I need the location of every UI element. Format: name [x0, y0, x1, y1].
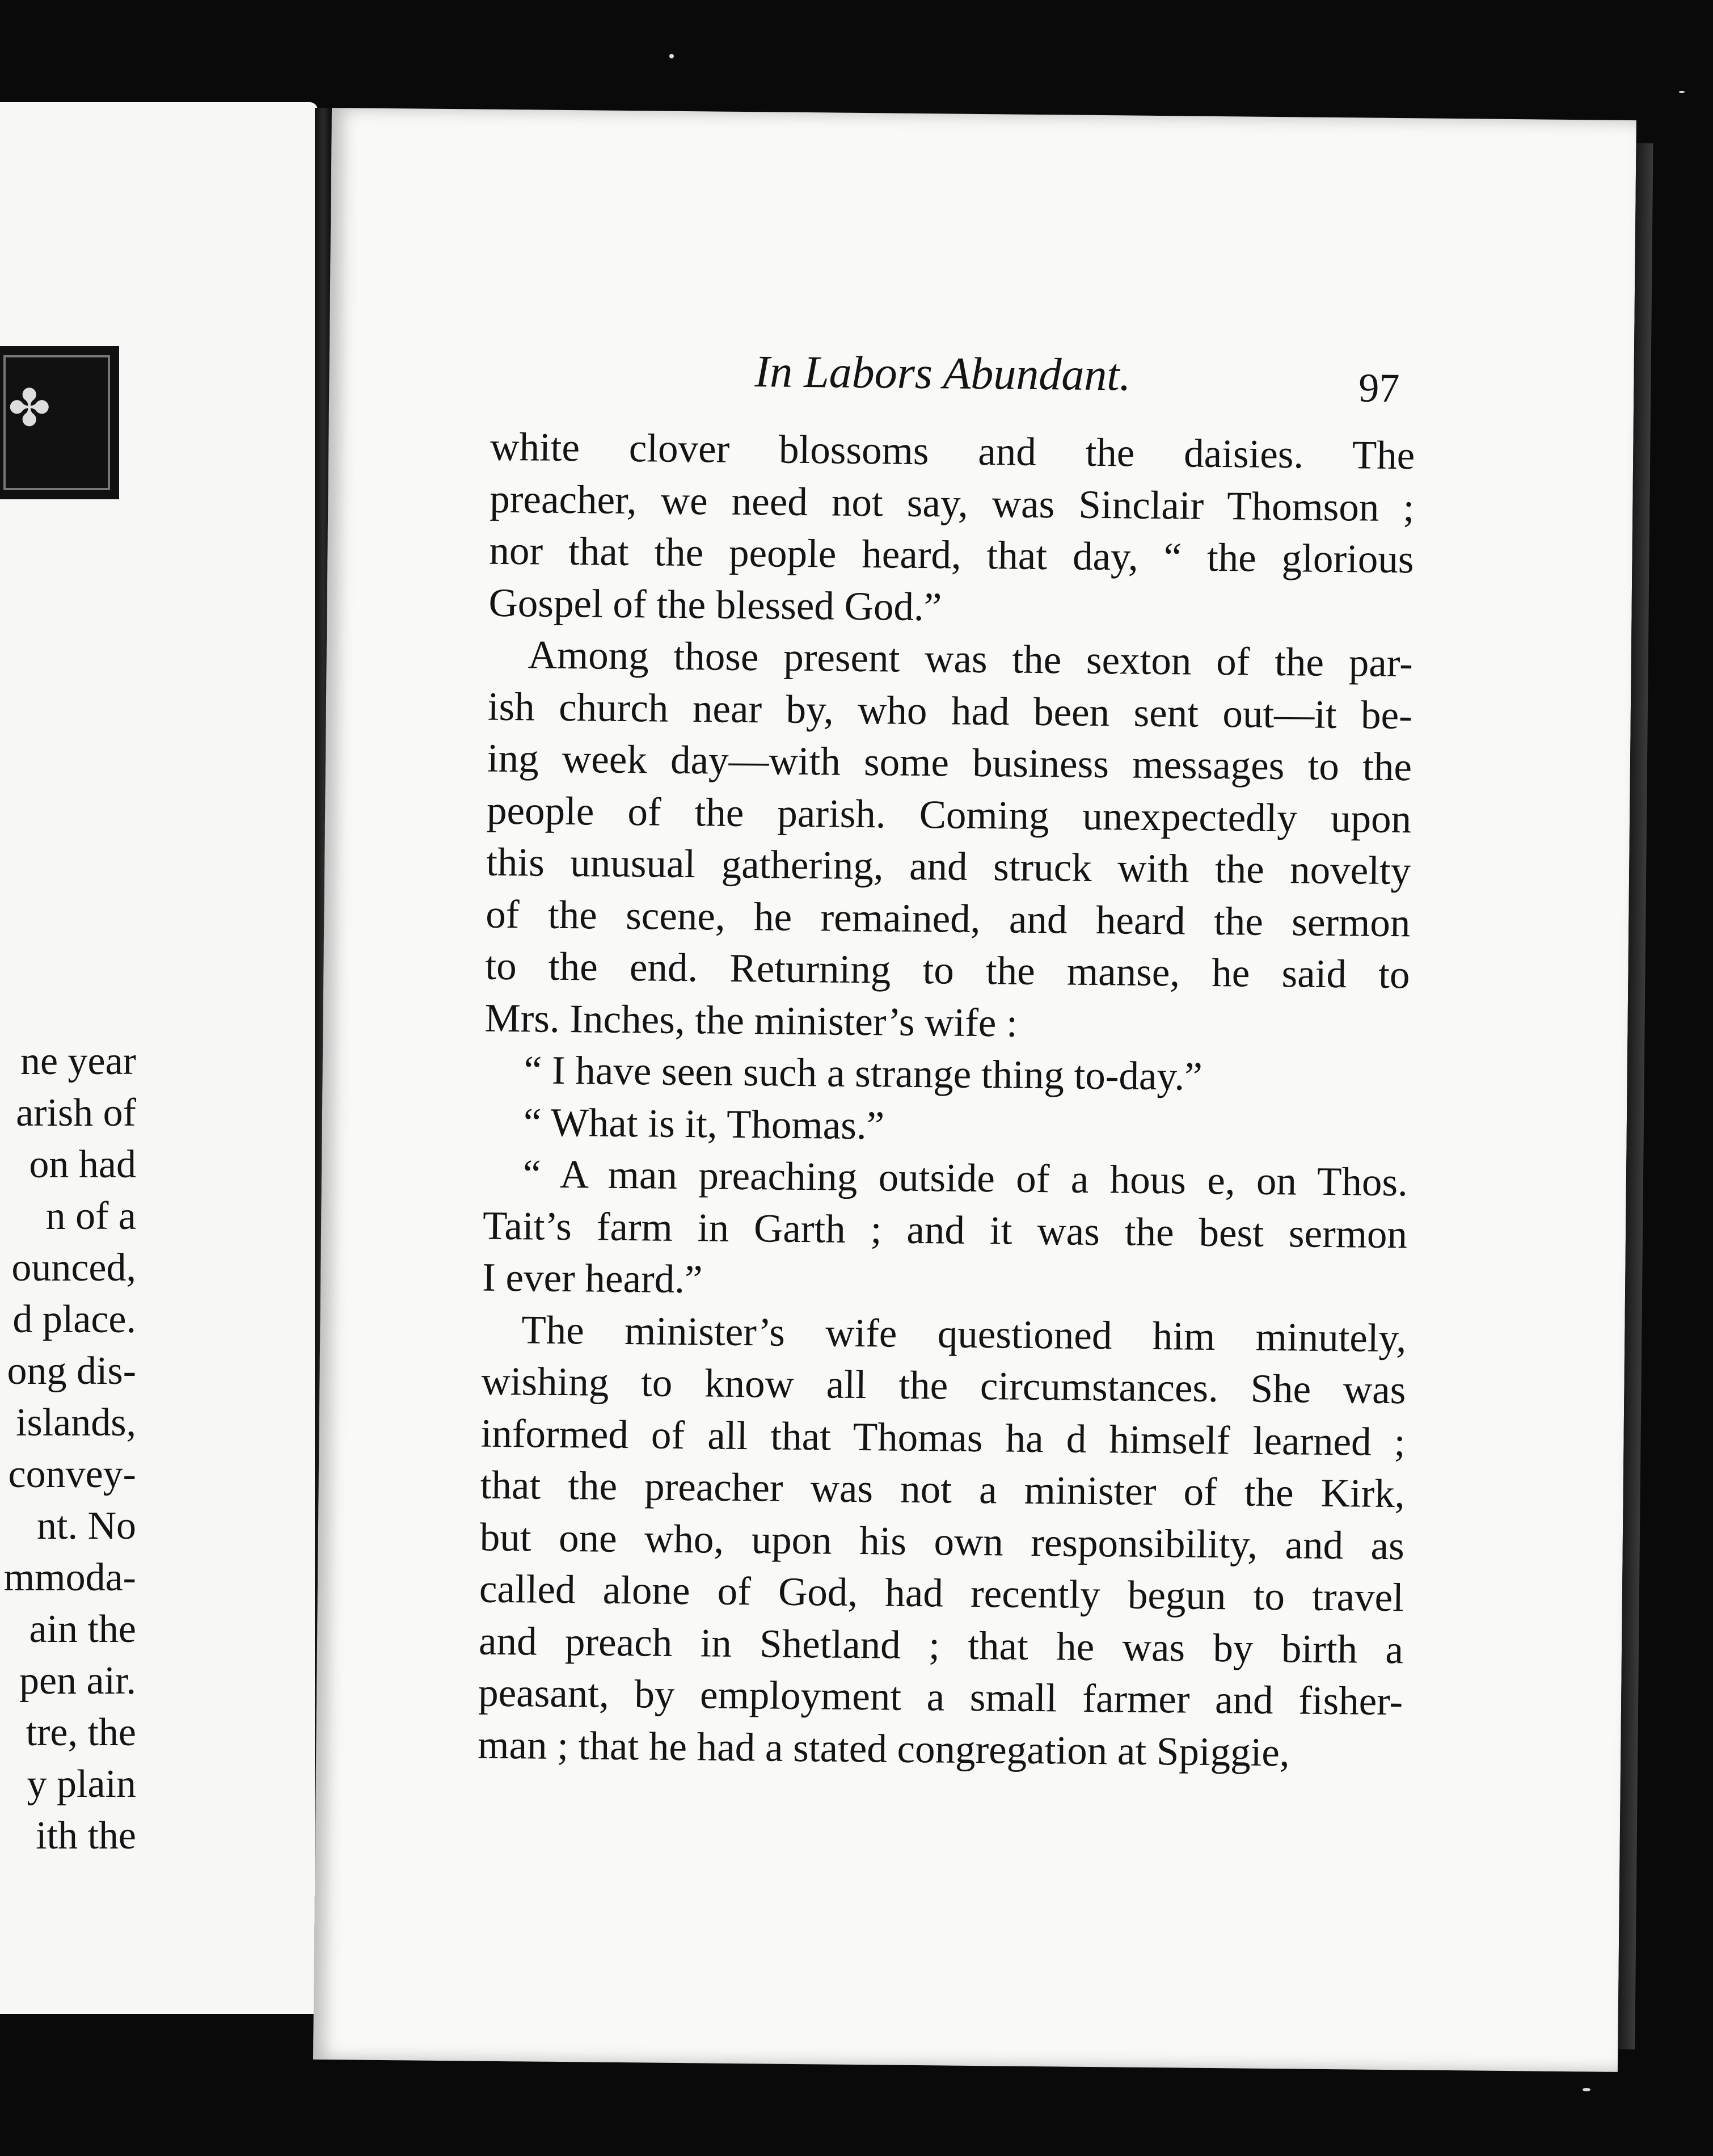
running-head: In Labors Abundant.: [754, 347, 1132, 401]
text-line: “ I have seen such a strange thing to-day.”: [524, 1048, 1203, 1099]
scan-speck: [1679, 91, 1685, 93]
text-line: but one who, upon his own responsibility, and as: [479, 1515, 1405, 1568]
page-edge: [1618, 143, 1653, 2049]
text-line: that the preacher was not a minister of the Kirk,: [480, 1463, 1406, 1517]
text-line: ish church near by, who had been sent out—it be-: [487, 684, 1413, 738]
left-line: ne year: [20, 1039, 136, 1083]
text-line: and preach in Shetland ; that he was by birth a: [478, 1619, 1404, 1672]
text-line: Tait’s farm in Garth ; and it was the best sermon: [482, 1203, 1408, 1257]
text-line: of the scene, he remained, and heard the sermon: [485, 892, 1411, 945]
text-line: peasant, by employment a small farmer and fisher-: [478, 1670, 1403, 1724]
right-page: [313, 108, 1636, 2072]
text-line: “ What is it, Thomas.”: [523, 1100, 885, 1148]
left-line: on had: [29, 1143, 136, 1186]
left-line: convey-: [8, 1452, 136, 1496]
left-line: ounced,: [11, 1246, 136, 1290]
text-line: called alone of God, had recently begun to travel: [479, 1567, 1404, 1620]
left-page-text: [0, 1035, 136, 1862]
left-line: ong dis-: [7, 1349, 136, 1393]
left-page: [0, 102, 318, 2014]
text-line: ing week day—with some business messages to the: [487, 736, 1412, 790]
text-line: The minister’s wife questioned him minutely,: [521, 1307, 1407, 1361]
left-line: nt. No: [37, 1504, 136, 1548]
left-line: tre, the: [26, 1711, 136, 1754]
text-line: people of the parish. Coming unexpectedly upon: [486, 788, 1412, 841]
text-line: I ever heard.”: [482, 1255, 703, 1302]
text-line: Gospel of the blessed God.”: [488, 580, 942, 629]
text-line: informed of all that Thomas ha d himself learned ;: [480, 1411, 1406, 1464]
chapter-ornament: [0, 346, 119, 499]
left-line: ain the: [29, 1607, 136, 1651]
text-line: man ; that he had a stated congregation at Spiggie,: [477, 1723, 1290, 1775]
text-line: wishing to know all the circumstances. She was: [481, 1359, 1406, 1413]
text-line: white clover blossoms and the daisies. The: [490, 424, 1415, 478]
text-line: nor that the people heard, that day, “ the glorious: [489, 528, 1414, 582]
scan-speck: [669, 54, 674, 58]
left-line: pen air.: [19, 1659, 136, 1703]
text-line: Mrs. Inches, the minister’s wife :: [484, 996, 1018, 1046]
ornament-icon: ✤: [8, 381, 51, 437]
page-number: 97: [1358, 365, 1400, 411]
left-line: islands,: [16, 1401, 136, 1445]
left-line: d place.: [12, 1298, 136, 1341]
scan-speck: [1583, 2088, 1590, 2091]
left-line: y plain: [27, 1762, 136, 1806]
left-line: n of a: [45, 1194, 136, 1238]
left-line: arish of: [16, 1091, 136, 1135]
text-line: this unusual gathering, and struck with the novelty: [486, 840, 1411, 894]
text-line: Among those present was the sexton of the par-: [528, 633, 1414, 686]
text-line: “ A man preaching outside of a hous e, on Thos.: [522, 1152, 1408, 1205]
body-text: [478, 422, 1415, 1780]
text-line: preacher, we need not say, was Sinclair Thomson ;: [490, 477, 1415, 530]
left-line: ith the: [36, 1814, 136, 1858]
text-line: to the end. Returning to the manse, he said to: [485, 944, 1410, 997]
left-line: mmoda-: [3, 1556, 136, 1599]
